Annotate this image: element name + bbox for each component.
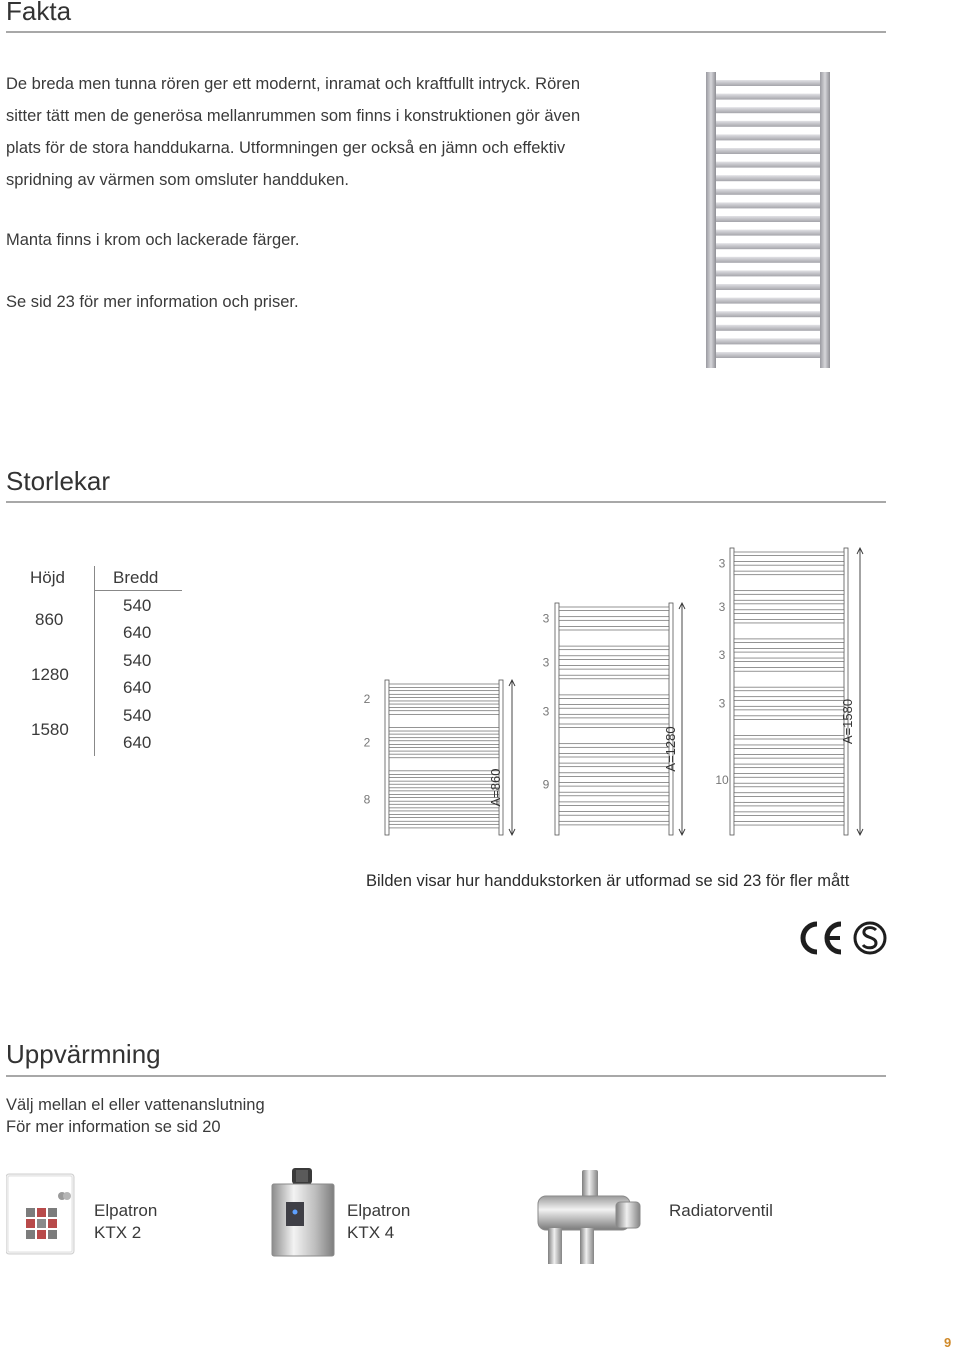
ktx2-button xyxy=(26,1230,35,1239)
table-width: 640 xyxy=(123,623,152,642)
diagram-rail xyxy=(555,603,559,835)
diagram-bar xyxy=(559,821,669,825)
diagram-bar xyxy=(389,798,499,802)
ce-mark-icon xyxy=(803,924,841,952)
group-count-label: 3 xyxy=(718,696,726,711)
diagram-bar xyxy=(559,656,669,660)
diagram-bar xyxy=(389,691,499,695)
group-count-label: 3 xyxy=(718,599,726,614)
table-height-1580: 1580 xyxy=(31,720,69,739)
diagram-bar xyxy=(559,763,669,767)
diagram-rail xyxy=(669,603,673,835)
diagram-bar xyxy=(389,747,499,751)
product-label-ktx4 xyxy=(347,1200,410,1244)
product-name: Radiatorventil xyxy=(669,1201,773,1220)
ktx2-button xyxy=(48,1219,57,1228)
diagram-bar xyxy=(559,626,669,630)
diagram-bar xyxy=(389,704,499,708)
group-count-label: 3 xyxy=(542,611,550,626)
diagram-bar xyxy=(734,716,844,720)
radiator-diagram-860 xyxy=(364,680,515,835)
radiator-diagram-1580 xyxy=(715,548,863,835)
diagram-bar xyxy=(389,778,499,782)
uppvarmning-heading: Uppvärmning xyxy=(6,1039,161,1069)
diagram-bar xyxy=(559,792,669,796)
diagram-bar xyxy=(559,724,669,728)
diagram-bar xyxy=(389,824,499,828)
diagram-rail xyxy=(730,548,734,835)
diagram-bar xyxy=(734,600,844,604)
radiator-bar xyxy=(716,189,820,195)
uppvarmning-text-1: Välj mellan el eller vattenanslutning xyxy=(6,1096,265,1114)
header-width: Bredd xyxy=(113,568,159,587)
diagram-bar xyxy=(389,727,499,731)
radiator-bar xyxy=(716,134,820,140)
radiator-bar xyxy=(716,270,820,276)
diagram-caption: Bilden visar hur handdukstorken är utformad se sid 23 för fler mått xyxy=(366,872,850,890)
radiator-bar xyxy=(716,284,820,290)
fakta-line: De breda men tunna rören ger ett modernt, inramat och kraftfullt intryck. Rören xyxy=(6,75,581,93)
diagram-bar xyxy=(734,552,844,556)
radiator-bar xyxy=(716,107,820,113)
radiator-bar xyxy=(716,202,820,208)
radiator-bar xyxy=(716,94,820,100)
diagram-bar xyxy=(734,812,844,816)
fakta-divider xyxy=(6,31,886,33)
diagram-bar xyxy=(734,755,844,759)
ktx2-button xyxy=(26,1219,35,1228)
diagram-bar xyxy=(559,695,669,699)
table-height-860: 860 xyxy=(35,610,64,629)
radiatorventil-image xyxy=(530,1166,646,1268)
diagram-bar xyxy=(559,744,669,748)
radiator-bar xyxy=(716,325,820,331)
group-count-label: 8 xyxy=(363,792,371,807)
product-name: Elpatron xyxy=(347,1201,411,1220)
s-mark-icon xyxy=(855,923,885,953)
size-diagrams xyxy=(340,540,900,845)
height-dimension-label: A=1580 xyxy=(840,698,855,745)
height-dimension-label: A=860 xyxy=(488,768,503,807)
diagram-bar xyxy=(559,617,669,621)
fakta-line: spridning av värmen som omsluter handduken. xyxy=(6,171,350,189)
diagram-bar xyxy=(559,666,669,670)
ktx2-button xyxy=(37,1208,46,1217)
diagram-bar xyxy=(734,562,844,566)
diagram-bar xyxy=(734,619,844,623)
ktx2-button xyxy=(48,1208,57,1217)
table-header-divider xyxy=(94,590,182,591)
storlekar-heading: Storlekar xyxy=(6,466,111,496)
diagram-bar xyxy=(389,754,499,758)
diagram-bar xyxy=(559,773,669,777)
size-table xyxy=(0,560,200,760)
radiator-bar xyxy=(716,175,820,181)
diagram-bar xyxy=(734,648,844,652)
radiator-bar xyxy=(716,162,820,168)
elpatron-ktx4-image xyxy=(270,1166,336,1258)
storlekar-divider xyxy=(6,501,886,503)
group-count-label: 2 xyxy=(363,735,371,750)
radiator-bar xyxy=(716,257,820,263)
diagram-bar xyxy=(734,571,844,575)
diagram-bar xyxy=(734,610,844,614)
ktx2-button xyxy=(37,1230,46,1239)
table-width: 540 xyxy=(123,651,152,670)
radiator-diagram-1280 xyxy=(543,603,685,835)
diagram-bar xyxy=(389,811,499,815)
radiator-bar xyxy=(716,121,820,127)
page-number: 9 xyxy=(944,1335,952,1350)
radiator-bar xyxy=(716,230,820,236)
product-name: Elpatron xyxy=(94,1201,158,1220)
radiator-bar xyxy=(716,148,820,154)
radiator-bar xyxy=(716,298,820,304)
radiator-bar xyxy=(716,80,820,86)
fakta-paragraph xyxy=(6,68,686,196)
fakta-line: plats för de stora handdukarna. Utformningen ger också en jämn och effektiv xyxy=(6,139,566,157)
diagram-bar xyxy=(734,706,844,710)
ktx2-button xyxy=(48,1230,57,1239)
diagram-bar xyxy=(389,784,499,788)
diagram-bar xyxy=(559,802,669,806)
table-column-divider xyxy=(94,566,95,756)
radiator-bar xyxy=(716,352,820,358)
diagram-bar xyxy=(734,639,844,643)
radiator-bar xyxy=(716,311,820,317)
diagram-bar xyxy=(559,714,669,718)
header-height: Höjd xyxy=(30,568,65,587)
certification-marks xyxy=(798,918,890,958)
diagram-bar xyxy=(734,802,844,806)
diagram-bar xyxy=(734,668,844,672)
product-label-radiatorventil xyxy=(669,1200,773,1222)
group-count-label: 9 xyxy=(542,777,550,792)
product-model: KTX 2 xyxy=(94,1223,142,1242)
diagram-bar xyxy=(559,783,669,787)
table-width: 640 xyxy=(123,678,152,697)
group-count-label: 3 xyxy=(718,556,726,571)
diagram-bar xyxy=(734,821,844,825)
diagram-bar xyxy=(389,818,499,822)
diagram-bar xyxy=(734,697,844,701)
diagram-bar xyxy=(734,735,844,739)
diagram-bar xyxy=(389,711,499,715)
table-height-1280: 1280 xyxy=(31,665,69,684)
fakta-colors-text: Manta finns i krom och lackerade färger. xyxy=(6,231,300,249)
diagram-bar xyxy=(389,741,499,745)
diagram-rail xyxy=(844,548,848,835)
diagram-bar xyxy=(389,734,499,738)
radiator-bar xyxy=(716,338,820,344)
group-count-label: 3 xyxy=(542,704,550,719)
radiator-bar xyxy=(716,216,820,222)
diagram-bar xyxy=(559,607,669,611)
diagram-bar xyxy=(389,804,499,808)
diagram-bar xyxy=(734,687,844,691)
group-count-label: 10 xyxy=(715,773,729,788)
diagram-bar xyxy=(734,591,844,595)
table-width: 640 xyxy=(123,733,152,752)
uppvarmning-text-2: För mer information se sid 20 xyxy=(6,1118,221,1136)
group-count-label: 2 xyxy=(363,692,371,707)
fakta-line: sitter tätt men de generösa mellanrummen som finns i konstruktionen gör även xyxy=(6,107,581,125)
diagram-rail xyxy=(499,680,503,835)
fakta-heading: Fakta xyxy=(6,0,72,26)
diagram-bar xyxy=(734,658,844,662)
diagram-bar xyxy=(559,812,669,816)
diagram-bar xyxy=(389,684,499,688)
diagram-bar xyxy=(389,791,499,795)
diagram-bar xyxy=(559,646,669,650)
ktx2-button xyxy=(26,1208,35,1217)
product-label-ktx2 xyxy=(94,1200,157,1244)
table-width: 540 xyxy=(123,596,152,615)
group-count-label: 3 xyxy=(542,655,550,670)
elpatron-ktx2-image xyxy=(6,1172,76,1256)
uppvarmning-divider xyxy=(6,1075,886,1077)
group-count-label: 3 xyxy=(718,648,726,663)
ktx2-button xyxy=(37,1219,46,1228)
diagram-bar xyxy=(734,793,844,797)
height-dimension-label: A=1280 xyxy=(663,726,678,772)
diagram-bar xyxy=(559,753,669,757)
diagram-bar xyxy=(734,764,844,768)
diagram-rail xyxy=(385,680,389,835)
diagram-bar xyxy=(734,745,844,749)
fakta-info-text: Se sid 23 för mer information och priser. xyxy=(6,293,299,311)
product-model: KTX 4 xyxy=(347,1223,395,1242)
diagram-bar xyxy=(559,705,669,709)
diagram-bar xyxy=(734,774,844,778)
table-width: 540 xyxy=(123,706,152,725)
towel-radiator-image xyxy=(700,68,840,373)
diagram-bar xyxy=(559,675,669,679)
diagram-bar xyxy=(389,697,499,701)
diagram-bar xyxy=(734,783,844,787)
diagram-bar xyxy=(389,771,499,775)
radiator-bar xyxy=(716,243,820,249)
